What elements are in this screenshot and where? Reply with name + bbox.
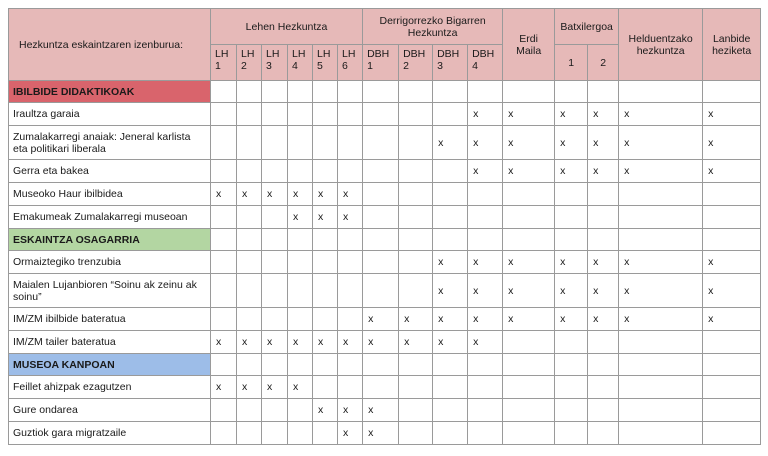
- level-mark-cell: x: [313, 206, 338, 229]
- offer-name: Iraultza garaia: [9, 103, 211, 126]
- level-mark-cell: [468, 376, 503, 399]
- table-row: [9, 274, 761, 308]
- level-mark-cell: x: [313, 399, 338, 422]
- level-mark-cell: x: [619, 103, 703, 126]
- level-mark-cell: [313, 160, 338, 183]
- level-mark-cell: [237, 206, 262, 229]
- level-mark-cell: [588, 331, 619, 354]
- empty-cell: [619, 81, 703, 103]
- level-mark-cell: [262, 206, 288, 229]
- level-mark-cell: [363, 126, 399, 160]
- empty-cell: [288, 229, 313, 251]
- level-mark-cell: [211, 126, 237, 160]
- level-mark-cell: x: [703, 160, 761, 183]
- level-mark-cell: x: [468, 103, 503, 126]
- empty-cell: [503, 81, 555, 103]
- offer-name: Museoko Haur ibilbidea: [9, 183, 211, 206]
- level-mark-cell: [468, 206, 503, 229]
- level-mark-cell: [313, 251, 338, 274]
- level-mark-cell: x: [338, 422, 363, 445]
- table-row: [9, 183, 761, 206]
- level-mark-cell: x: [262, 331, 288, 354]
- level-mark-cell: [237, 103, 262, 126]
- empty-cell: [703, 354, 761, 376]
- dbh-group-header: Derrigorrezko Bigarren Hezkuntza: [363, 9, 503, 45]
- level-mark-cell: x: [433, 308, 468, 331]
- empty-cell: [237, 229, 262, 251]
- level-mark-cell: x: [555, 103, 588, 126]
- level-mark-cell: [433, 399, 468, 422]
- level-mark-cell: [211, 160, 237, 183]
- level-mark-cell: x: [588, 126, 619, 160]
- empty-cell: [433, 81, 468, 103]
- empty-cell: [262, 81, 288, 103]
- level-mark-cell: x: [237, 183, 262, 206]
- level-mark-cell: x: [703, 103, 761, 126]
- empty-cell: [288, 81, 313, 103]
- level-mark-cell: [588, 183, 619, 206]
- empty-cell: [468, 229, 503, 251]
- level-mark-cell: [338, 376, 363, 399]
- empty-cell: [363, 229, 399, 251]
- empty-cell: [288, 354, 313, 376]
- level-mark-cell: [399, 160, 433, 183]
- level-mark-cell: x: [237, 376, 262, 399]
- level-mark-cell: [288, 103, 313, 126]
- level-mark-cell: [703, 399, 761, 422]
- education-offer-table: [8, 8, 761, 445]
- level-mark-cell: [211, 308, 237, 331]
- level-mark-cell: [338, 274, 363, 308]
- level-mark-cell: x: [433, 251, 468, 274]
- empty-cell: [338, 354, 363, 376]
- level-mark-cell: [363, 103, 399, 126]
- level-mark-cell: [399, 183, 433, 206]
- col-dbh2: DBH 2: [399, 45, 433, 81]
- level-mark-cell: x: [363, 422, 399, 445]
- helduentzako-header: Helduentzako hezkuntza: [619, 9, 703, 81]
- level-mark-cell: x: [703, 126, 761, 160]
- level-mark-cell: [313, 308, 338, 331]
- level-mark-cell: [313, 422, 338, 445]
- level-mark-cell: [262, 308, 288, 331]
- level-mark-cell: x: [313, 183, 338, 206]
- table-row: [9, 126, 761, 160]
- level-mark-cell: x: [619, 308, 703, 331]
- empty-cell: [433, 354, 468, 376]
- offer-name: Gerra eta bakea: [9, 160, 211, 183]
- level-mark-cell: [313, 103, 338, 126]
- offer-name: IM/ZM ibilbide bateratua: [9, 308, 211, 331]
- level-mark-cell: [237, 160, 262, 183]
- level-mark-cell: x: [619, 126, 703, 160]
- level-mark-cell: x: [211, 331, 237, 354]
- level-mark-cell: x: [363, 399, 399, 422]
- level-mark-cell: [555, 376, 588, 399]
- col-lh3: LH 3: [262, 45, 288, 81]
- level-mark-cell: [262, 126, 288, 160]
- level-mark-cell: [503, 206, 555, 229]
- level-mark-cell: [503, 422, 555, 445]
- col-lh4: LH 4: [288, 45, 313, 81]
- col-dbh1: DBH 1: [363, 45, 399, 81]
- level-mark-cell: [619, 331, 703, 354]
- empty-cell: [338, 229, 363, 251]
- level-mark-cell: [433, 376, 468, 399]
- level-mark-cell: x: [503, 308, 555, 331]
- section-row: [9, 354, 761, 376]
- level-mark-cell: x: [619, 251, 703, 274]
- level-mark-cell: [288, 251, 313, 274]
- level-mark-cell: [703, 331, 761, 354]
- empty-cell: [468, 354, 503, 376]
- col-dbh4: DBH 4: [468, 45, 503, 81]
- level-mark-cell: x: [211, 376, 237, 399]
- level-mark-cell: x: [703, 251, 761, 274]
- level-mark-cell: [237, 251, 262, 274]
- empty-cell: [211, 354, 237, 376]
- level-mark-cell: [619, 399, 703, 422]
- empty-cell: [703, 81, 761, 103]
- level-mark-cell: x: [588, 160, 619, 183]
- level-mark-cell: [363, 376, 399, 399]
- level-mark-cell: x: [468, 126, 503, 160]
- empty-cell: [399, 229, 433, 251]
- level-mark-cell: x: [703, 274, 761, 308]
- level-mark-cell: x: [313, 331, 338, 354]
- empty-cell: [555, 81, 588, 103]
- level-mark-cell: [619, 183, 703, 206]
- batx-group-header: Batxilergoa: [555, 9, 619, 45]
- erdi-maila-header: Erdi Maila: [503, 9, 555, 81]
- col-batx1: 1: [555, 45, 588, 81]
- offer-name: IM/ZM tailer bateratua: [9, 331, 211, 354]
- level-mark-cell: x: [433, 274, 468, 308]
- level-mark-cell: x: [468, 274, 503, 308]
- table-row: [9, 160, 761, 183]
- level-mark-cell: [262, 274, 288, 308]
- level-mark-cell: [555, 183, 588, 206]
- level-mark-cell: [363, 206, 399, 229]
- level-mark-cell: [262, 160, 288, 183]
- level-mark-cell: x: [433, 331, 468, 354]
- level-mark-cell: x: [399, 308, 433, 331]
- table-row: [9, 376, 761, 399]
- level-mark-cell: [588, 206, 619, 229]
- level-mark-cell: [288, 126, 313, 160]
- level-mark-cell: [503, 376, 555, 399]
- level-mark-cell: [468, 399, 503, 422]
- offer-name: Zumalakarregi anaiak: Jeneral karlista eta politikari liberala: [9, 126, 211, 160]
- empty-cell: [619, 354, 703, 376]
- level-mark-cell: [211, 206, 237, 229]
- level-mark-cell: [703, 376, 761, 399]
- level-mark-cell: x: [588, 274, 619, 308]
- table-row: [9, 422, 761, 445]
- level-mark-cell: [237, 422, 262, 445]
- level-mark-cell: [288, 274, 313, 308]
- level-mark-cell: x: [468, 251, 503, 274]
- level-mark-cell: [555, 422, 588, 445]
- offer-name: Guztiok gara migratzaile: [9, 422, 211, 445]
- level-mark-cell: [433, 422, 468, 445]
- lh-group-header: Lehen Hezkuntza: [211, 9, 363, 45]
- empty-cell: [313, 354, 338, 376]
- level-mark-cell: x: [433, 126, 468, 160]
- empty-cell: [503, 354, 555, 376]
- level-mark-cell: x: [703, 308, 761, 331]
- table-row: [9, 399, 761, 422]
- level-mark-cell: [468, 422, 503, 445]
- level-mark-cell: x: [588, 308, 619, 331]
- level-mark-cell: [588, 376, 619, 399]
- level-mark-cell: x: [468, 160, 503, 183]
- level-mark-cell: x: [262, 376, 288, 399]
- empty-cell: [555, 354, 588, 376]
- level-mark-cell: x: [262, 183, 288, 206]
- empty-cell: [211, 81, 237, 103]
- section-row: [9, 229, 761, 251]
- empty-cell: [433, 229, 468, 251]
- level-mark-cell: [555, 331, 588, 354]
- empty-cell: [555, 229, 588, 251]
- table-row: [9, 308, 761, 331]
- table-body: [9, 81, 761, 445]
- level-mark-cell: [313, 126, 338, 160]
- table-row: [9, 331, 761, 354]
- level-mark-cell: x: [555, 308, 588, 331]
- section-title: MUSEOA KANPOAN: [9, 354, 211, 376]
- level-mark-cell: [211, 274, 237, 308]
- section-title: IBILBIDE DIDAKTIKOAK: [9, 81, 211, 103]
- col-dbh3: DBH 3: [433, 45, 468, 81]
- level-mark-cell: [363, 160, 399, 183]
- empty-cell: [338, 81, 363, 103]
- level-mark-cell: [211, 251, 237, 274]
- level-mark-cell: [703, 206, 761, 229]
- level-mark-cell: [399, 399, 433, 422]
- level-mark-cell: [262, 399, 288, 422]
- table-header: [9, 9, 761, 81]
- level-mark-cell: x: [503, 126, 555, 160]
- level-mark-cell: [399, 206, 433, 229]
- level-mark-cell: x: [503, 274, 555, 308]
- level-mark-cell: [619, 206, 703, 229]
- level-mark-cell: x: [288, 331, 313, 354]
- level-mark-cell: x: [468, 308, 503, 331]
- col-lh5: LH 5: [313, 45, 338, 81]
- empty-cell: [503, 229, 555, 251]
- level-mark-cell: x: [338, 399, 363, 422]
- level-mark-cell: [363, 274, 399, 308]
- level-mark-cell: [399, 251, 433, 274]
- level-mark-cell: x: [288, 206, 313, 229]
- empty-cell: [619, 229, 703, 251]
- level-mark-cell: [338, 126, 363, 160]
- level-mark-cell: [619, 422, 703, 445]
- level-mark-cell: [363, 251, 399, 274]
- level-mark-cell: x: [619, 274, 703, 308]
- level-mark-cell: [338, 103, 363, 126]
- level-mark-cell: [211, 422, 237, 445]
- level-mark-cell: x: [338, 331, 363, 354]
- level-mark-cell: [555, 206, 588, 229]
- empty-cell: [211, 229, 237, 251]
- level-mark-cell: [588, 399, 619, 422]
- level-mark-cell: [262, 422, 288, 445]
- offer-name: Emakumeak Zumalakarregi museoan: [9, 206, 211, 229]
- level-mark-cell: x: [338, 183, 363, 206]
- section-title: ESKAINTZA OSAGARRIA: [9, 229, 211, 251]
- level-mark-cell: x: [288, 183, 313, 206]
- level-mark-cell: x: [555, 160, 588, 183]
- level-mark-cell: [288, 160, 313, 183]
- level-mark-cell: x: [555, 251, 588, 274]
- level-mark-cell: x: [288, 376, 313, 399]
- level-mark-cell: [619, 376, 703, 399]
- level-mark-cell: x: [619, 160, 703, 183]
- level-mark-cell: x: [363, 308, 399, 331]
- level-mark-cell: x: [503, 103, 555, 126]
- level-mark-cell: [313, 274, 338, 308]
- empty-cell: [399, 354, 433, 376]
- empty-cell: [468, 81, 503, 103]
- level-mark-cell: [338, 251, 363, 274]
- offer-name: Maialen Lujanbioren “Soinu ak zeinu ak soinu”: [9, 274, 211, 308]
- level-mark-cell: [433, 183, 468, 206]
- empty-cell: [262, 354, 288, 376]
- col-lh6: LH 6: [338, 45, 363, 81]
- level-mark-cell: [262, 251, 288, 274]
- offer-title-header: Hezkuntza eskaintzaren izenburua:: [9, 9, 211, 81]
- col-lh2: LH 2: [237, 45, 262, 81]
- level-mark-cell: [288, 422, 313, 445]
- level-mark-cell: [237, 274, 262, 308]
- level-mark-cell: [288, 399, 313, 422]
- level-mark-cell: [703, 422, 761, 445]
- level-mark-cell: x: [503, 160, 555, 183]
- level-mark-cell: [503, 183, 555, 206]
- empty-cell: [588, 81, 619, 103]
- level-mark-cell: x: [399, 331, 433, 354]
- empty-cell: [703, 229, 761, 251]
- level-mark-cell: x: [363, 331, 399, 354]
- level-mark-cell: [588, 422, 619, 445]
- level-mark-cell: x: [468, 331, 503, 354]
- table-row: [9, 251, 761, 274]
- lanbide-header: Lanbide heziketa: [703, 9, 761, 81]
- level-mark-cell: [399, 103, 433, 126]
- level-mark-cell: [338, 308, 363, 331]
- level-mark-cell: x: [588, 251, 619, 274]
- empty-cell: [363, 354, 399, 376]
- level-mark-cell: [288, 308, 313, 331]
- level-mark-cell: [433, 206, 468, 229]
- empty-cell: [399, 81, 433, 103]
- level-mark-cell: [237, 308, 262, 331]
- table-row: [9, 103, 761, 126]
- level-mark-cell: [503, 399, 555, 422]
- level-mark-cell: [433, 103, 468, 126]
- empty-cell: [588, 229, 619, 251]
- level-mark-cell: x: [503, 251, 555, 274]
- level-mark-cell: [211, 103, 237, 126]
- level-mark-cell: [313, 376, 338, 399]
- col-lh1: LH 1: [211, 45, 237, 81]
- level-mark-cell: [399, 422, 433, 445]
- empty-cell: [363, 81, 399, 103]
- empty-cell: [237, 354, 262, 376]
- col-batx2: 2: [588, 45, 619, 81]
- level-mark-cell: x: [588, 103, 619, 126]
- level-mark-cell: [363, 183, 399, 206]
- level-mark-cell: [237, 126, 262, 160]
- level-mark-cell: [555, 399, 588, 422]
- offer-name: Gure ondarea: [9, 399, 211, 422]
- empty-cell: [313, 81, 338, 103]
- level-mark-cell: x: [237, 331, 262, 354]
- table-row: [9, 206, 761, 229]
- level-mark-cell: x: [555, 126, 588, 160]
- level-mark-cell: [211, 399, 237, 422]
- level-mark-cell: x: [338, 206, 363, 229]
- level-mark-cell: [338, 160, 363, 183]
- empty-cell: [237, 81, 262, 103]
- offer-name: Feillet ahizpak ezagutzen: [9, 376, 211, 399]
- level-mark-cell: [399, 274, 433, 308]
- level-mark-cell: [503, 331, 555, 354]
- empty-cell: [262, 229, 288, 251]
- level-mark-cell: [237, 399, 262, 422]
- level-mark-cell: x: [555, 274, 588, 308]
- level-mark-cell: [703, 183, 761, 206]
- level-mark-cell: x: [211, 183, 237, 206]
- level-mark-cell: [399, 376, 433, 399]
- level-mark-cell: [262, 103, 288, 126]
- empty-cell: [588, 354, 619, 376]
- empty-cell: [313, 229, 338, 251]
- level-mark-cell: [468, 183, 503, 206]
- level-mark-cell: [433, 160, 468, 183]
- section-row: [9, 81, 761, 103]
- offer-name: Ormaiztegiko trenzubia: [9, 251, 211, 274]
- level-mark-cell: [399, 126, 433, 160]
